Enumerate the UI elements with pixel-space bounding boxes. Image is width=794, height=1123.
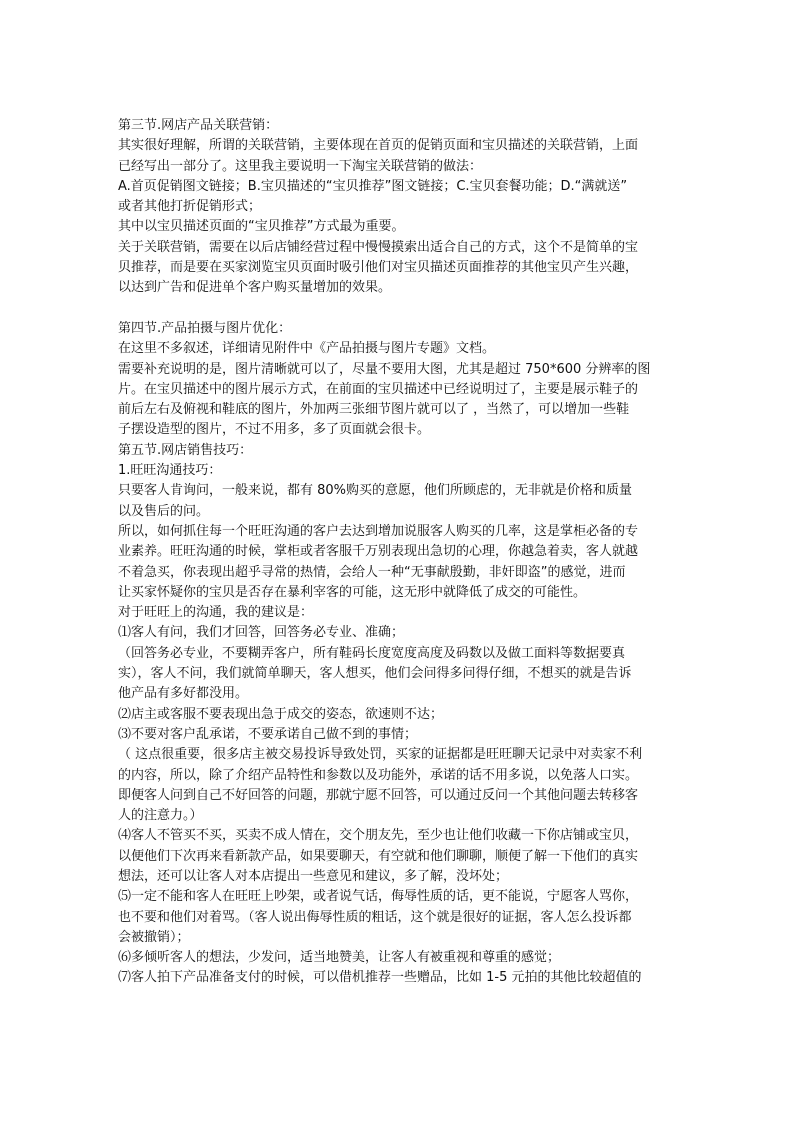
section-heading: 第五节.网店销售技巧： <box>118 442 253 458</box>
paragraph-line: 的内容，所以，除了介绍产品特性和参数以及功能外，承诺的话不用多说，以免落人口实。 <box>118 767 639 783</box>
paragraph-line: 其实很好理解，所谓的关联营销，主要体现在首页的促销页面和宝贝描述的关联营销，上面 <box>118 138 639 154</box>
list-item-line: ⑷客人不管买不买，买卖不成人情在，交个朋友先，至少也让他们收藏一下你店铺或宝贝， <box>118 828 639 844</box>
list-item-line: ⑵店主或客服不要表现出急于成交的姿态，欲速则不达； <box>118 706 444 722</box>
subsection-heading: 1.旺旺沟通技巧： <box>118 463 222 479</box>
paragraph-line: （ 这点很重要，很多店主被交易投诉导致处罚，买家的证据都是旺旺聊天记录中对卖家不利 <box>118 747 643 763</box>
paragraph-line: 人的注意力。） <box>118 808 203 824</box>
paragraph-line: 关于关联营销，需要在以后店铺经营过程中慢慢摸索出适合自己的方式，这个不是简单的宝 <box>118 239 639 255</box>
paragraph-line: 前后左右及俯视和鞋底的图片，外加两三张细节图片就可以了 ，当然了，可以增加一些鞋 <box>118 402 630 418</box>
list-item-line: ⑶不要对客户乱承诺，不要承诺自己做不到的事情； <box>118 726 418 742</box>
paragraph-line: 以便他们下次再来看新款产品，如果要聊天，有空就和他们聊聊，顺便了解一下他们的真实 <box>118 848 639 864</box>
paragraph-line: 片。在宝贝描述中的图片展示方式，在前面的宝贝描述中已经说明过了，主要是展示鞋子的 <box>118 381 639 397</box>
paragraph-line: 让买家怀疑你的宝贝是否存在暴利宰客的可能，这无形中就降低了成交的可能性。 <box>118 584 587 600</box>
section-heading: 第四节.产品拍摄与图片优化： <box>118 320 292 336</box>
paragraph-line: 不着急买，你表现出超乎寻常的热情，会给人一种“无事献殷勤，非奸即盗”的感觉，进而 <box>118 564 626 580</box>
paragraph-line: 想法，还可以让客人对本店提出一些意见和建议，多了解，没坏处； <box>118 868 509 884</box>
list-item-line: ⑸一定不能和客人在旺旺上吵架，或者说气话，侮辱性质的话，更不能说，宁愿客人骂你， <box>118 889 639 905</box>
paragraph-line: 只要客人肯询问，一般来说，都有 80%购买的意愿，他们所顾虑的，无非就是价格和质量 <box>118 483 633 499</box>
paragraph-line: 也不要和他们对着骂。（客人说出侮辱性质的粗话，这个就是很好的证据，客人怎么投诉都 <box>118 909 632 925</box>
paragraph-line: 已经写出一部分了。这里我主要说明一下淘宝关联营销的做法： <box>118 158 483 174</box>
paragraph-line: 在这里不多叙述，详细请见附件中《产品拍摄与图片专题》文档。 <box>118 341 496 357</box>
paragraph-line: A.首页促销图文链接；B.宝贝描述的“宝贝推荐”图文链接；C.宝贝套餐功能；D.“满就送” <box>118 178 628 194</box>
paragraph-line: 实），客人不问，我们就简单聊天，客人想买，他们会问得多问得仔细，不想买的就是告诉 <box>118 666 632 682</box>
list-item-line: ⑹多倾听客人的想法，少发问，适当地赞美，让客人有被重视和尊重的感觉； <box>118 950 561 966</box>
paragraph-line: （回答务必专业，不要糊弄客户，所有鞋码长度宽度高度及码数以及做工面料等数据要真 <box>118 645 626 661</box>
paragraph-line: 贝推荐，而是要在买家浏览宝贝页面时吸引他们对宝贝描述页面推荐的其他宝贝产生兴趣， <box>118 260 639 276</box>
paragraph-line: 或者其他打折促销形式； <box>118 199 262 215</box>
paragraph-line: 其中以宝贝描述页面的“宝贝推荐”方式最为重要。 <box>118 219 405 235</box>
document-page <box>118 116 680 989</box>
paragraph-line: 以及售后的问。 <box>118 503 210 519</box>
paragraph-line: 他产品有多好都没用。 <box>118 686 249 702</box>
paragraph-line: 以达到广告和促进单个客户购买量增加的效果。 <box>118 280 392 296</box>
paragraph-line: 业素养。旺旺沟通的时候，掌柜或者客服千万别表现出急切的心理，你越急着卖，客人就越 <box>118 544 639 560</box>
blank-line <box>118 299 680 319</box>
section-heading: 第三节.网店产品关联营销： <box>118 118 279 133</box>
paragraph-line: 会被撤销）； <box>118 929 190 945</box>
paragraph-line: 即便客人问到自己不好回答的问题，那就宁愿不回答，可以通过反问一个其他问题去转移客 <box>118 787 639 803</box>
list-item-line: ⑺客人拍下产品准备支付的时候，可以借机推荐一些赠品，比如 1-5 元拍的其他比较超值的 <box>118 970 642 986</box>
paragraph-line: 需要补充说明的是，图片清晰就可以了，尽量不要用大图，尤其是超过 750*600 分辨率的图 <box>118 361 651 377</box>
paragraph-line: 所以，如何抓住每一个旺旺沟通的客户去达到增加说服客人购买的几率，这是掌柜必备的专 <box>118 523 639 539</box>
paragraph-line: 子摆设造型的图片，不过不用多，多了页面就会很卡。 <box>118 422 431 438</box>
paragraph-line: 对于旺旺上的沟通，我的建议是： <box>118 605 314 621</box>
list-item-line: ⑴客人有问，我们才回答，回答务必专业、准确； <box>118 625 405 641</box>
